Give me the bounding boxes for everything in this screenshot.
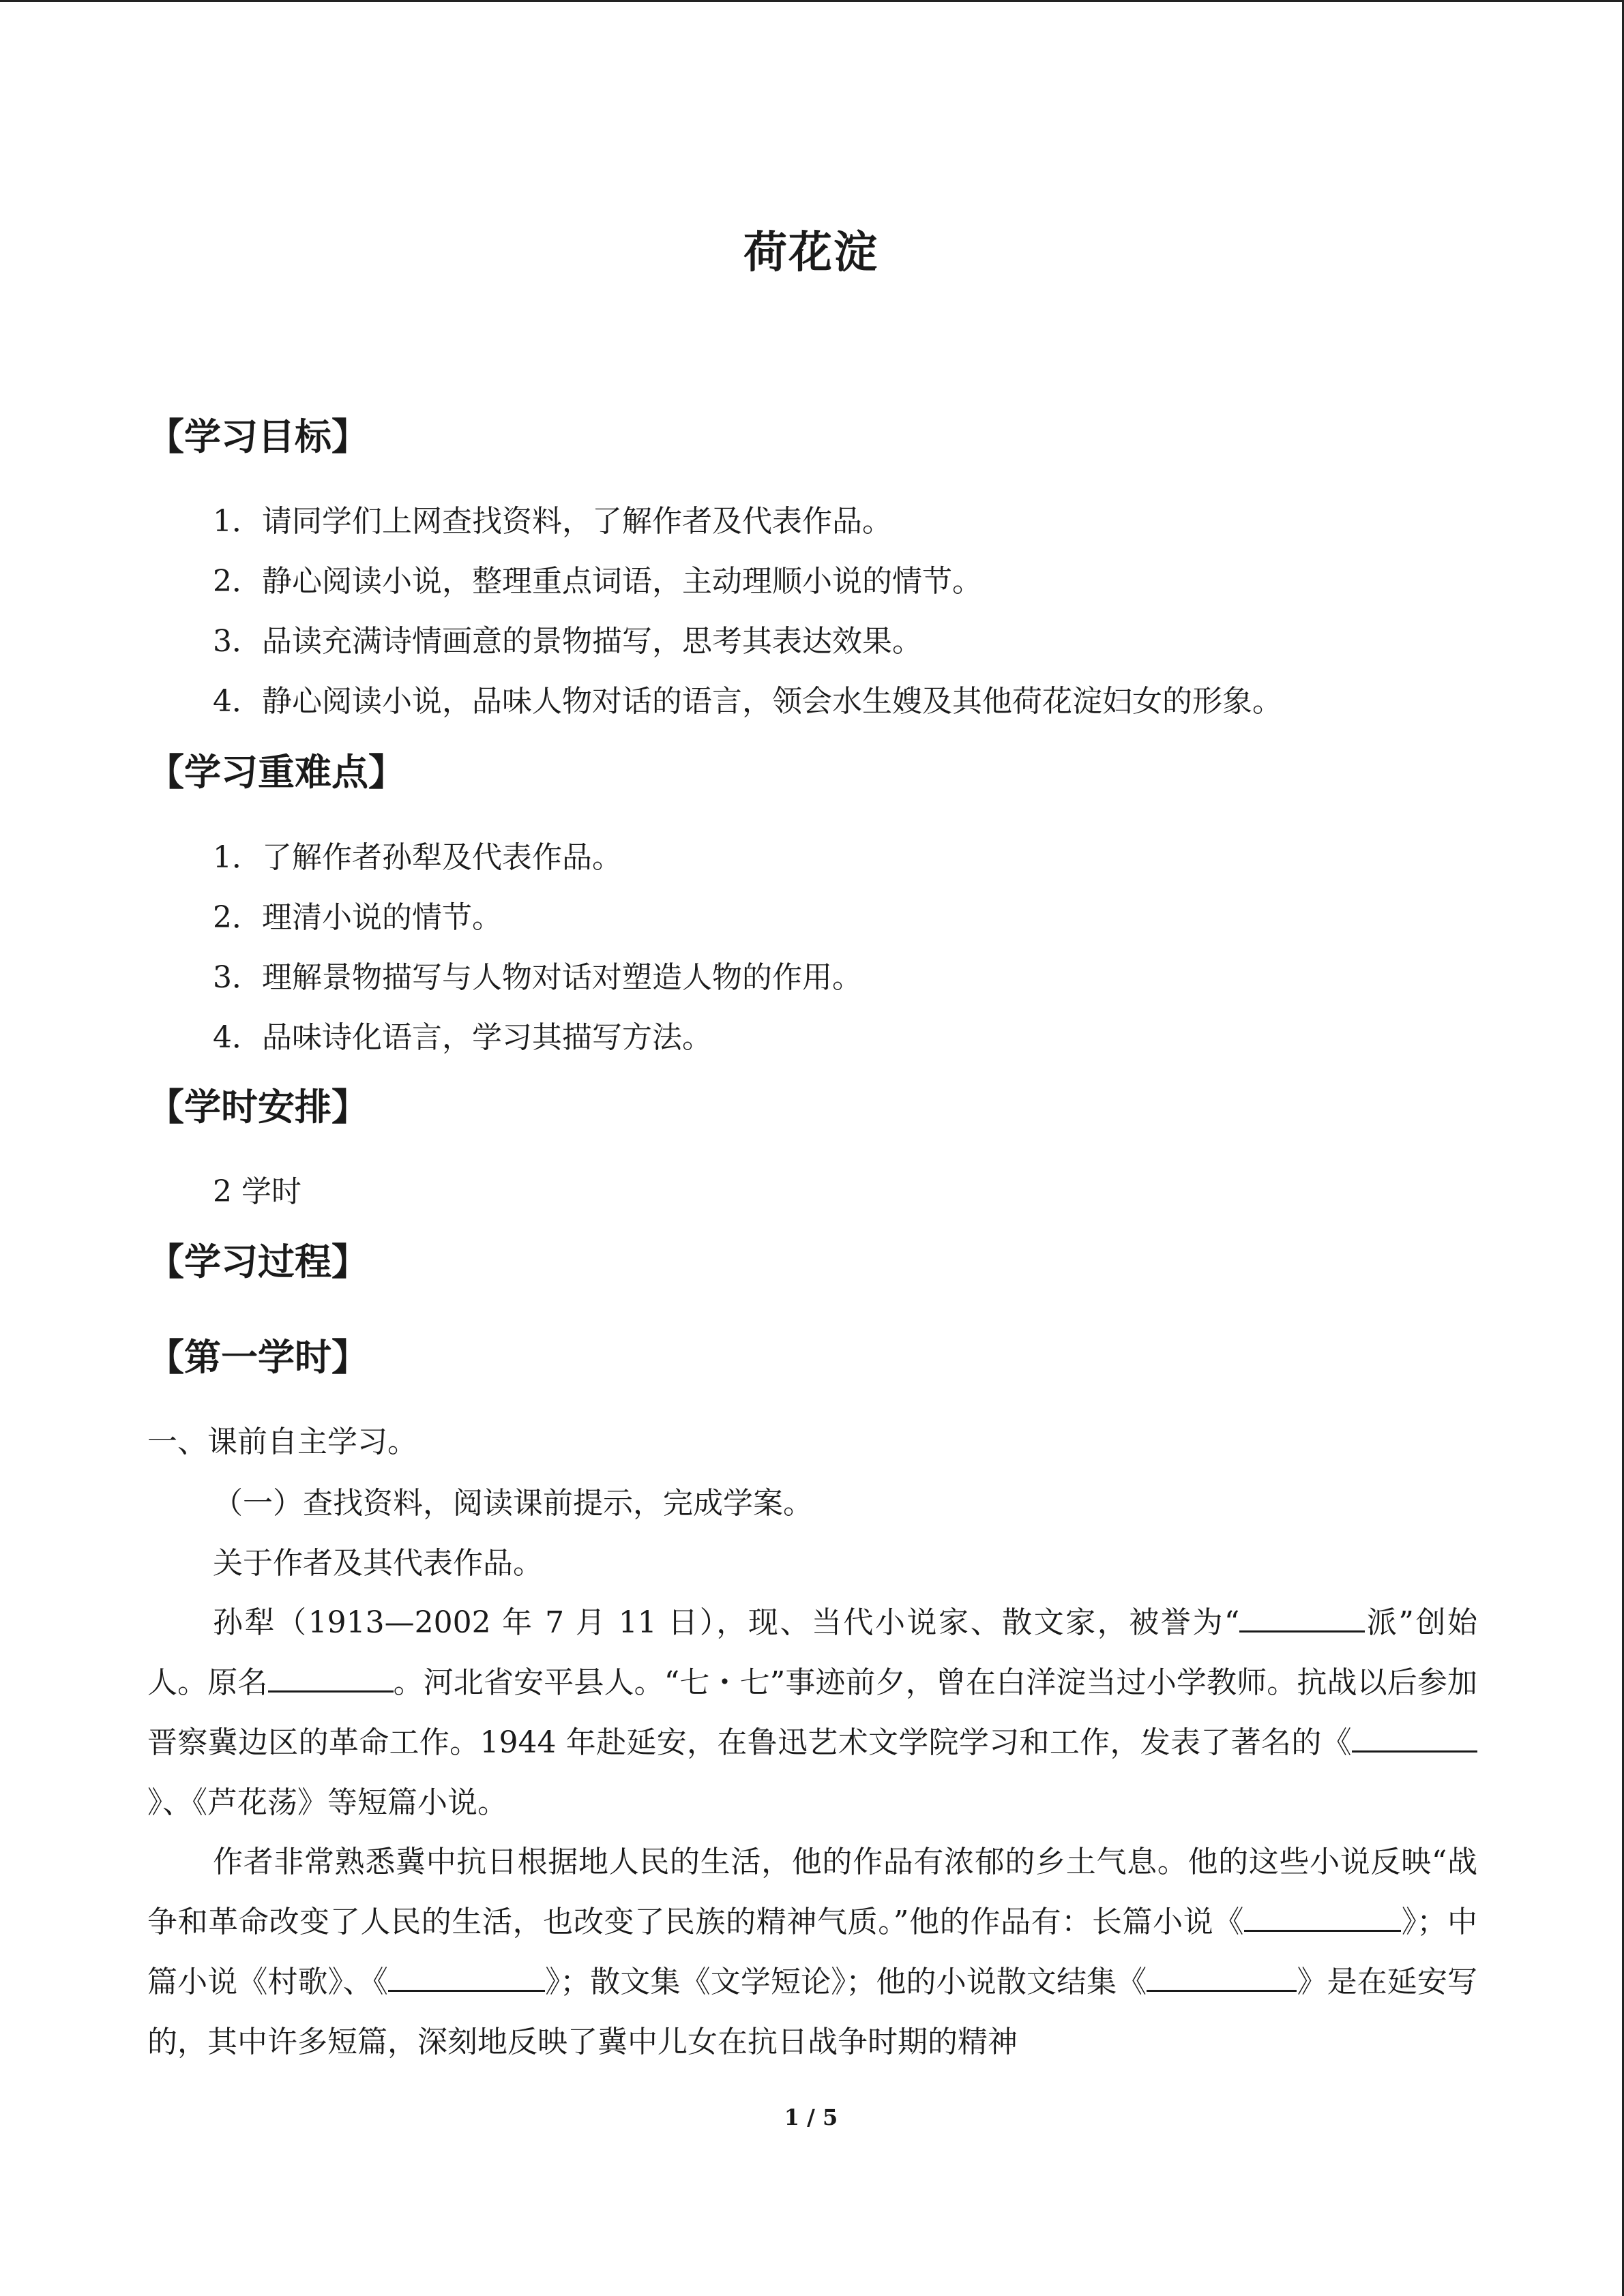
works-text-3: 》；散文集《文学短论》；他的小说散文结集《: [544, 1965, 1147, 1999]
blank-novel[interactable]: [1244, 1905, 1401, 1932]
subsection-find-materials: （一）查找资料，阅读课前提示，完成学案。: [213, 1486, 813, 1521]
bio-text-2: 派”创始人。原名: [147, 1605, 1477, 1700]
blank-novella[interactable]: [388, 1965, 545, 1992]
keypoint-item-2: 2．理清小说的情节。: [213, 900, 502, 935]
blank-original-name[interactable]: [268, 1666, 394, 1693]
objective-item-3: 3．品读充满诗情画意的景物描写，思考其表达效果。: [213, 624, 922, 659]
works-text-2: 》；中篇小说《村歌》、《: [147, 1905, 1478, 1999]
about-author-label: 关于作者及其代表作品。: [213, 1546, 543, 1581]
works-text-1: 作者非常熟悉冀中抗日根据地人民的生活，他的作品有浓郁的乡土气息。他的这些小说反映“战争和革命改变了人民的生活，也改变了民族的精神气质。”他的作品有：长篇小说《: [147, 1845, 1477, 1939]
heading-schedule: 【学时安排】: [147, 1085, 368, 1129]
document-title: 荷花淀: [743, 227, 879, 278]
bio-text-1: 孙犁（1913—2002 年 7 月 11 日），现、当代小说家、散文家，被誉为“: [213, 1605, 1240, 1640]
paragraph-author-bio: [147, 1593, 1477, 1833]
bio-text-4: 》、《芦花荡》等短篇小说。: [147, 1785, 507, 1820]
objective-item-2: 2．静心阅读小说，整理重点词语，主动理顺小说的情节。: [213, 564, 982, 599]
blank-school-name[interactable]: [1239, 1606, 1365, 1632]
heading-keypoints: 【学习重难点】: [147, 750, 405, 794]
heading-first-session: 【第一学时】: [147, 1335, 368, 1379]
objective-item-1: 1．请同学们上网查找资料，了解作者及代表作品。: [213, 504, 892, 539]
paragraph-author-works: [147, 1832, 1477, 2072]
section-pre-class-study: 一、课前自主学习。: [147, 1425, 417, 1459]
works-text-4: 》是在延安写的，其中许多短篇，深刻地反映了冀中儿女在抗日战争时期的精神: [147, 1965, 1478, 2059]
keypoint-item-1: 1．了解作者孙犁及代表作品。: [213, 840, 622, 875]
keypoint-item-4: 4．品味诗化语言，学习其描写方法。: [213, 1020, 712, 1055]
heading-process: 【学习过程】: [147, 1240, 368, 1283]
blank-collection[interactable]: [1147, 1965, 1297, 1992]
objective-item-4: 4．静心阅读小说，品味人物对话的语言，领会水生嫂及其他荷花淀妇女的形象。: [213, 684, 1282, 719]
page-number: 1 / 5: [784, 2104, 838, 2130]
blank-short-story[interactable]: [1352, 1726, 1477, 1753]
heading-objectives: 【学习目标】: [147, 415, 368, 458]
bio-text-3: 。河北省安平县人。“七・七”事迹前夕，曾在白洋淀当过小学教师。抗战以后参加晋察冀边区的革命工作。1944 年赴延安，在鲁迅艺术文学院学习和工作，发表了著名的《: [147, 1665, 1477, 1760]
schedule-text: 2 学时: [213, 1174, 301, 1209]
keypoint-item-3: 3．理解景物描写与人物对话对塑造人物的作用。: [213, 960, 862, 995]
